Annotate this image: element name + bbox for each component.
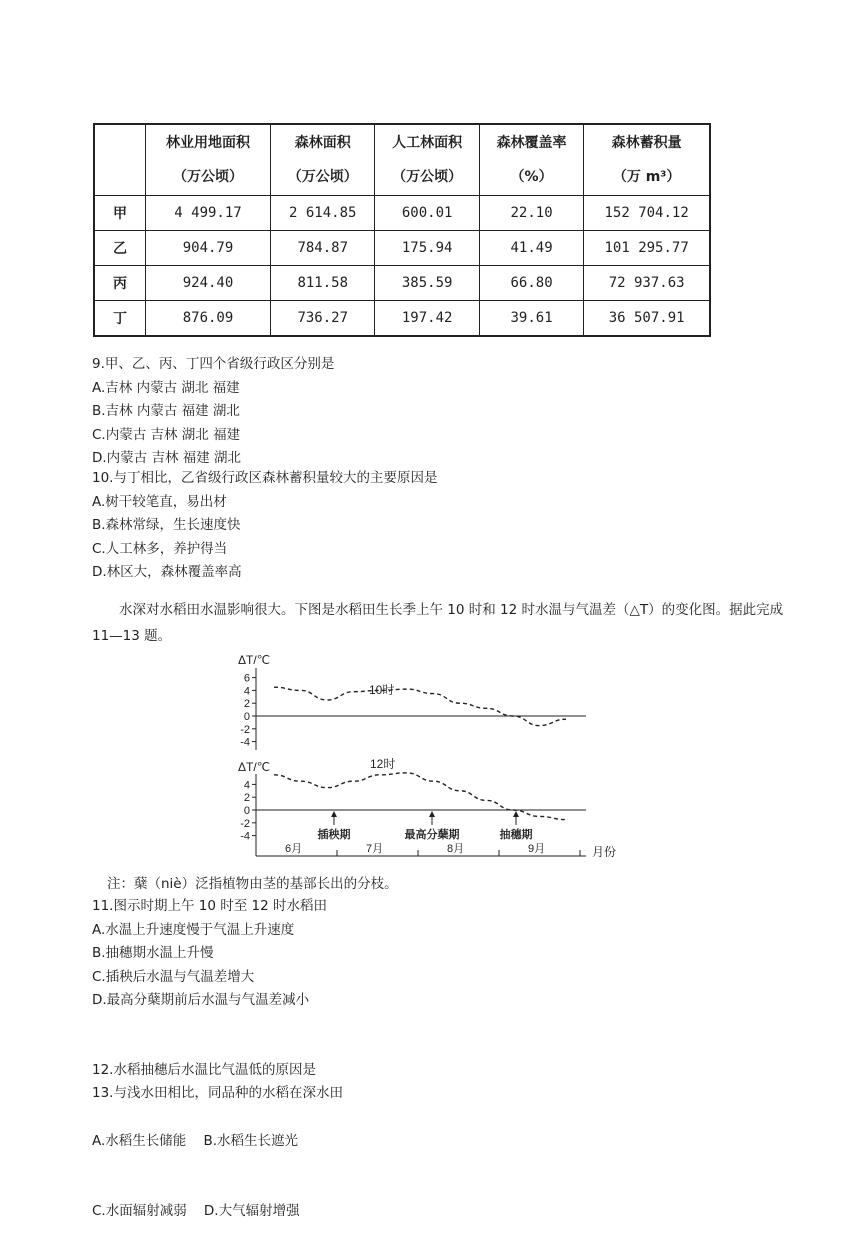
question-stem: 13.与浅水田相比，同品种的水稻在深水田 [92,1085,343,1101]
options-ab: A.水稻生长储能 B.水稻生长遮光 [92,1132,299,1149]
tick-label: 4 [243,685,250,698]
water-air-temp-diff-chart [236,650,636,862]
table-cell: 41.49 [479,231,583,266]
table-cell: 876.09 [146,301,271,337]
table-cell: 36 507.91 [584,301,710,337]
question-12 [92,1012,316,1247]
option-b: B.抽穗期水温上升慢 [92,945,214,961]
table-header-row [94,124,710,196]
svg-text:插秧期: 插秧期 [317,829,351,841]
table-cell: 2 614.85 [271,196,375,231]
option-d: D.内蒙古 吉林 福建 湖北 [92,450,242,466]
option-c: C.内蒙古 吉林 湖北 福建 [92,426,241,443]
row-label: 甲 [94,196,146,231]
option-b: B.吉林 内蒙古 福建 湖北 [92,403,240,419]
option-d: D.林区大，森林覆盖率高 [92,564,242,580]
row-label: 乙 [94,231,146,266]
tick-label: 4 [243,779,250,792]
tick-label: 0 [243,711,250,723]
option-b: B.森林常绿，生长速度快 [92,517,241,533]
svg-text:最高分蘖期: 最高分蘖期 [404,829,460,841]
header-forest-land-area: 林业用地面积 （万公顷） [146,124,271,196]
event-max-tillering [405,811,460,841]
table-corner-cell [94,124,146,196]
row-label: 丁 [94,301,146,337]
table-cell: 22.10 [479,196,583,231]
question-stem: 12.水稻抽穗后水温比气温低的原因是 [92,1062,316,1078]
table-row [94,266,710,301]
tick-label: -4 [240,736,250,749]
table-cell: 600.01 [375,196,479,231]
line-12h [274,773,566,820]
tick-label: 6 [243,672,250,685]
event-heading [500,811,533,841]
month-label: 7月 [366,843,384,855]
question-stem: 10.与丁相比，乙省级行政区森林蓄积量较大的主要原因是 [92,470,438,486]
table-cell: 4 499.17 [146,196,271,231]
table-cell: 197.42 [375,301,479,337]
tick-label: -2 [240,723,250,736]
line-10h [274,687,566,725]
tick-label: -2 [240,817,250,830]
table-cell: 152 704.12 [584,196,710,231]
options-cd: C.水面辐射减弱 D.大气辐射增强 [92,1203,300,1219]
table-cell: 924.40 [146,266,271,301]
table-cell: 904.79 [146,231,271,266]
svg-text:抽穗期: 抽穗期 [499,829,533,841]
event-transplant [318,811,351,841]
bottom-y-ticks [240,779,256,842]
option-c: C.人工林多，养护得当 [92,540,228,557]
month-label: 8月 [447,843,465,855]
table-row [94,196,710,231]
question-11 [92,895,327,1013]
forest-data-table [93,123,711,337]
x-axis-label: 月份 [592,845,617,859]
header-forest-area: 森林面积 （万公顷） [271,124,375,196]
option-a: A.树干较笔直，易出材 [92,493,227,510]
top-series-label: 10时 [369,683,395,697]
tick-label: 0 [243,805,250,817]
table-cell: 784.87 [271,231,375,266]
table-cell: 39.61 [479,301,583,337]
bottom-series-label: 12时 [370,757,396,771]
question-stem: 9.甲、乙、丙、丁四个省级行政区分别是 [92,356,335,372]
table-cell: 72 937.63 [584,266,710,301]
note: 注：蘖（niè）泛指植物由茎的基部长出的分枝。 [107,876,398,892]
table-cell: 385.59 [375,266,479,301]
bottom-ylabel: ΔT/℃ [238,760,271,774]
table-row [94,231,710,266]
table-row [94,301,710,337]
option-a: A.水温上升速度慢于气温上升速度 [92,921,295,938]
row-label: 丙 [94,266,146,301]
table-cell: 66.80 [479,266,583,301]
option-d: D.最高分蘖期前后水温与气温差减小 [92,992,310,1008]
question-13 [92,1082,343,1106]
tick-label: -4 [240,830,250,843]
option-a: A.吉林 内蒙古 湖北 福建 [92,379,240,396]
top-ylabel: ΔT/℃ [238,653,271,667]
table-cell: 175.94 [375,231,479,266]
top-y-ticks [240,673,256,749]
month-label: 9月 [528,843,546,855]
question-10 [92,467,437,585]
intro-paragraph: 水深对水稻田水温影响很大。下图是水稻田生长季上午 10 时和 12 时水温与气温差（△T）的变化图。据此完成 11—13 题。 [92,602,784,644]
option-c: C.插秧后水温与气温差增大 [92,968,255,985]
month-label: 6月 [285,843,303,855]
header-forest-coverage: 森林覆盖率 （%） [479,124,583,196]
header-forest-stock: 森林蓄积量 （万 m³） [584,124,710,196]
header-planted-forest-area: 人工林面积 （万公顷） [375,124,479,196]
table-cell: 736.27 [271,301,375,337]
table-cell: 101 295.77 [584,231,710,266]
tick-label: 2 [243,792,250,805]
tick-label: 2 [243,698,250,711]
question-stem: 11.图示时期上午 10 时至 12 时水稻田 [92,898,327,914]
table-cell: 811.58 [271,266,375,301]
question-9 [92,353,334,471]
